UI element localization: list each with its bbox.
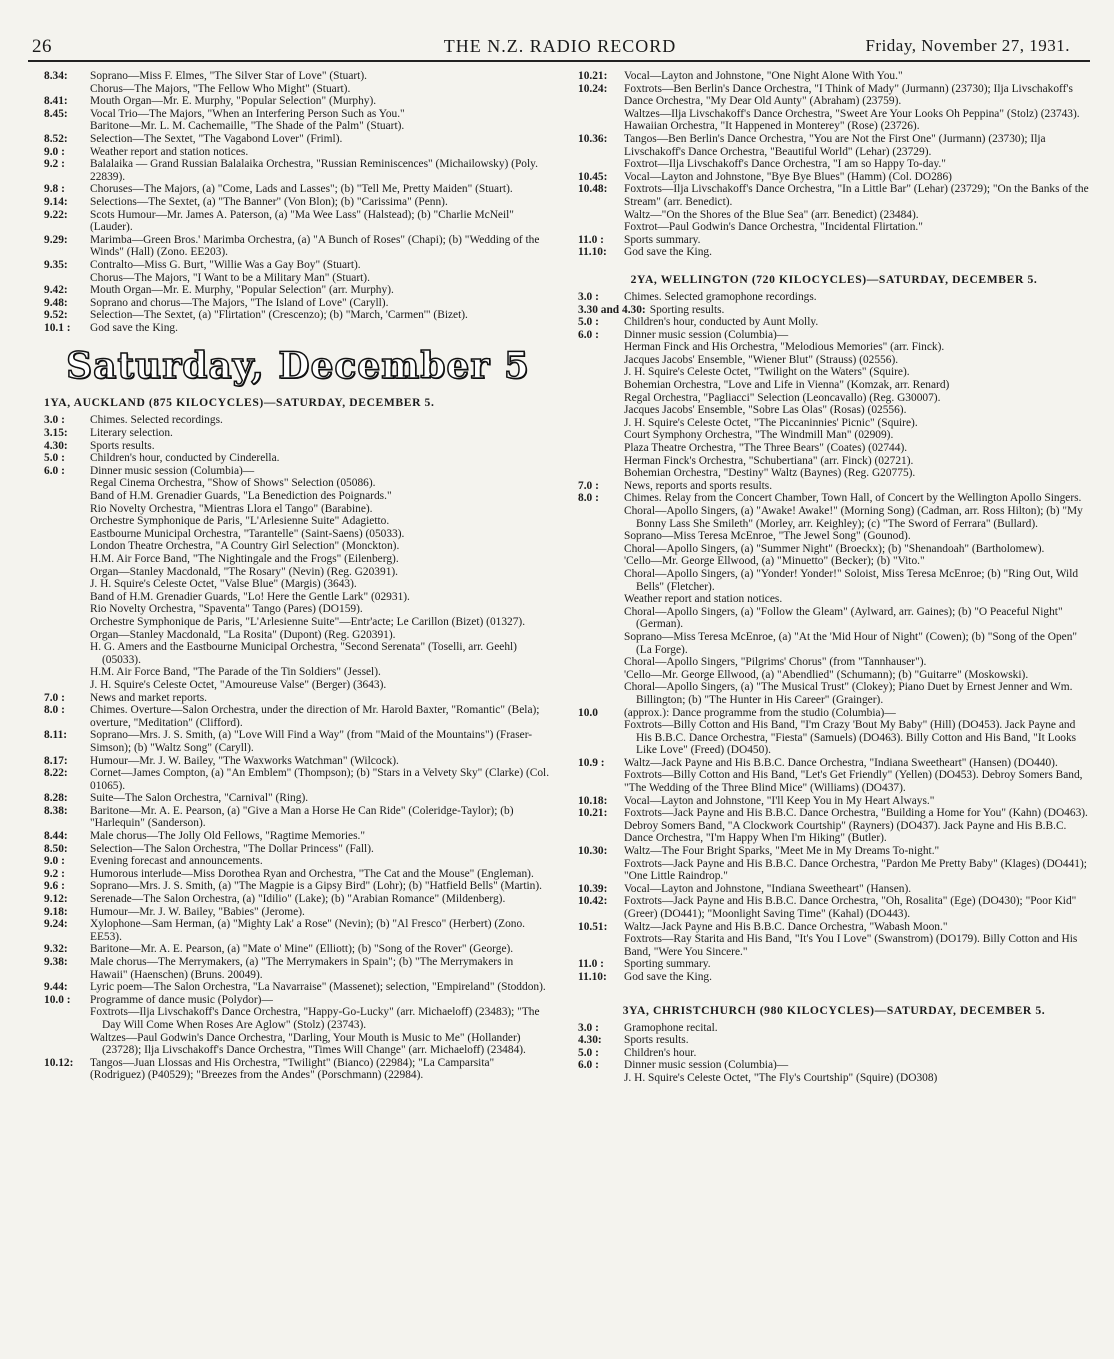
entry-text: Chimes. Relay from the Concert Chamber, Town Hall, of Concert by the Wellington Apollo Singers.: [624, 492, 1082, 505]
header-rule: [28, 60, 1090, 62]
programme-entry: [578, 304, 1090, 317]
entry-text: Foxtrot—Paul Godwin's Dance Orchestra, "Incidental Flirtation.": [624, 221, 923, 234]
programme-entry: [44, 792, 552, 805]
entry-time: 9.29:: [44, 233, 68, 246]
entry-time: 3.0 :: [44, 414, 65, 427]
entry-time: 6.0 :: [578, 328, 599, 341]
programme-entry: [44, 440, 552, 453]
programme-entry: [44, 297, 552, 310]
entry-text: Sporting summary.: [624, 958, 711, 971]
entry-sub-item: Waltzes—Paul Godwin's Dance Orchestra, "Darling, Your Mouth is Music to Me" (Hollander) (23728); Ilja Livschakoff's Dance Orchestra, "Times Will Change" (arr. Michaeloff) (23484).: [90, 1031, 526, 1057]
entry-sub-item: Weather report and station notices.: [624, 593, 783, 606]
entry-sub-item: Choral—Apollo Singers, (a) "Awake! Awake!" (Morning Song) (Cadman, arr. Ross Hilton); (b) "My Bonny Lass She Smileth" (Morley, arr. Keighley); (c) "The Sword of Ferrara" (Bullard).: [624, 505, 1083, 530]
programme-entry: [44, 704, 552, 729]
entry-text: Chimes. Overture—Salon Orchestra, under the direction of Mr. Harold Baxter, "Romantic" (Bela); overture, "Meditation" (Clifford).: [90, 704, 540, 729]
programme-entry: [44, 943, 552, 956]
entry-sub-item: Choral—Apollo Singers, (a) "Follow the Gleam" (Aylward, arr. Gaines); (b) "O Peaceful Night" (German).: [624, 605, 1063, 631]
entry-sub-item: Choral—Apollo Singers, "Pilgrims' Chorus" (from "Tannhauser").: [624, 656, 927, 669]
entry-text: Suite—The Salon Orchestra, "Carnival" (Ring).: [90, 792, 309, 805]
programme-entry: [44, 692, 552, 705]
programme-entry: [578, 133, 1090, 171]
entry-time: 10.39:: [578, 882, 608, 895]
entry-time: 10.48:: [578, 183, 608, 196]
entry-time: 10.1 :: [44, 321, 71, 334]
entry-text: Foxtrots—Ben Berlin's Dance Orchestra, "I Think of Mady" (Jurmann) (23730); Ilja Livschakoff's Dance Orchestra, "My Dear Old Aunty" (Abraham) (23759).: [624, 82, 1073, 108]
entry-text: Vocal—Layton and Johnstone, "Bye Bye Blues" (Hamm) (Col. DO286): [624, 170, 952, 183]
entry-time: 9.32:: [44, 943, 68, 956]
entry-time: 7.0 :: [44, 691, 65, 704]
entry-time: 10.36:: [578, 132, 608, 145]
entry-text: Mouth Organ—Mr. E. Murphy, "Popular Selection" (arr. Murphy).: [90, 284, 394, 297]
entry-time: 9.38:: [44, 956, 68, 968]
entry-text: Cornet—James Compton, (a) "An Emblem" (Thompson); (b) "Stars in a Velvety Sky" (Clarke) (Col. 01065).: [90, 767, 550, 792]
entry-text: Vocal—Layton and Johnstone, "Indiana Sweetheart" (Hansen).: [624, 882, 912, 895]
entry-text: Humorous interlude—Miss Dorothea Ryan and Orchestra, "The Cat and the Mouse" (Engleman).: [90, 867, 534, 880]
entry-sub-item: Bohemian Orchestra, "Love and Life in Vienna" (Komzak, arr. Renard): [624, 379, 950, 392]
day-heading: Saturday, December 5: [66, 345, 530, 388]
programme-entry: [44, 767, 552, 792]
entry-time: 9.2 :: [44, 158, 65, 171]
entry-sub-item: Band of H.M. Grenadier Guards, "La Benediction des Poignards.": [90, 490, 392, 503]
entry-sub-item: H.M. Air Force Band, "The Nightingale and the Frogs" (Eilenberg).: [90, 553, 399, 565]
programme-entry: [578, 183, 1090, 233]
entry-text: Waltz—"On the Shores of the Blue Sea" (arr. Benedict) (23484).: [624, 208, 919, 221]
right-pre-listings: [578, 70, 1090, 259]
programme-entry: [44, 880, 552, 893]
entry-time: 9.0 :: [44, 145, 65, 158]
programme-entry: [44, 893, 552, 906]
entry-sub-item: Herman Finck and His Orchestra, "Melodious Memories" (arr. Finck).: [624, 341, 945, 354]
entry-time: 9.52:: [44, 309, 68, 322]
programme-entry: [44, 108, 552, 133]
entry-text: Dinner music session (Columbia)—: [624, 1059, 789, 1072]
entry-sub-item: J. H. Squire's Celeste Octet, "Amoureuse Valse" (Berger) (3643).: [90, 678, 387, 691]
programme-entry: [578, 807, 1090, 845]
entry-time: 10.9 :: [578, 756, 605, 769]
entry-sub-item: Regal Cinema Orchestra, "Show of Shows" Selection (05086).: [90, 477, 376, 490]
entry-text: Foxtrots—Billy Cotton and His Band, "Let's Get Friendly" (Yellen) (DO453). Debroy Somers Band, "The Wedding of the Three Blind Mice" (Williams) (DO437).: [624, 769, 1083, 795]
entry-text: Foxtrots—Jack Payne and His B.B.C. Dance Orchestra, "Building a Home for You" (Kahn) (DO463). Debroy Somers Band, "A Clockwork Courtship" (Rayners) (DO437). Jack Payne and His B.B.C. Dance Orchestra, "I'm Happy When I'm Hiking" (Butler).: [624, 807, 1088, 845]
entry-text: Sports results.: [90, 439, 155, 452]
entry-sub-item: 'Cello—Mr. George Ellwood, (a) "Minuetto" (Becker); (b) "Vito.": [624, 555, 925, 568]
entry-text: Male chorus—The Jolly Old Fellows, "Ragtime Memories.": [90, 830, 366, 843]
entry-sub-item: Soprano—Miss Teresa McEnroe, (a) "At the 'Mid Hour of Night" (Cowen); (b) "Song of the Open" (La Forge).: [624, 630, 1078, 656]
entry-time: 9.42:: [44, 284, 68, 297]
entry-text: Sporting results.: [649, 303, 725, 316]
programme-entry: [44, 981, 552, 994]
entry-text: Gramophone recital.: [624, 1021, 718, 1034]
entry-time: 8.0 :: [44, 704, 65, 717]
listings-1ya: [44, 414, 552, 1081]
entry-time: 5.0 :: [44, 452, 65, 465]
entry-time: 8.0 :: [578, 492, 599, 505]
entry-sub-item: H. G. Amers and the Eastbourne Municipal Orchestra, "Second Serenata" (Toselli, arr. Geehl) (05033).: [90, 641, 517, 666]
programme-entry: [44, 994, 552, 1007]
entry-sub-item: Rio Novelty Orchestra, "Spaventa" Tango (Pares) (DO159).: [90, 603, 363, 616]
entry-time: 9.14:: [44, 195, 68, 208]
page-header: [30, 30, 1090, 58]
entry-time: 10.30:: [578, 845, 608, 858]
programme-entry: [44, 755, 552, 768]
entry-time: 4.30:: [44, 439, 68, 452]
entry-text: God save the King.: [90, 321, 178, 334]
entry-time: 9.8 :: [44, 183, 65, 196]
programme-entry: [44, 183, 552, 196]
entry-sub-item: Organ—Stanley Macdonald, "La Rosita" (Dupont) (Reg. G20391).: [90, 628, 396, 641]
entry-text: Foxtrot—Ilja Livschakoff's Dance Orchestra, "I am so Happy To-day.": [624, 158, 946, 171]
entry-sub-item: Bohemian Orchestra, "Destiny" Waltz (Baynes) (Reg. G20775).: [624, 467, 916, 480]
entry-time: 10.45:: [578, 170, 608, 183]
entry-text: Waltz—Jack Payne and His B.B.C. Dance Orchestra, "Indiana Sweetheart" (Hansen) (DO440).: [624, 756, 1058, 769]
entry-text: Selection—The Sextet, "The Vagabond Lover" (Friml).: [90, 132, 343, 145]
entry-time: 10.24:: [578, 82, 608, 95]
programme-entry: [44, 918, 552, 943]
entry-text: Foxtrots—Jack Payne and His B.B.C. Dance Orchestra, "Oh, Rosalita" (Ege) (DO430); "Poor Kid" (Greer) (DO441); "Moonlight Saving Time" (Kahal) (DO443).: [624, 895, 1077, 920]
programme-entry: [44, 95, 552, 108]
entry-text: Foxtrots—Ilja Livschakoff's Dance Orchestra, "In a Little Bar" (Lehar) (23729); "On the Banks of the Stream" (arr. Benedict).: [624, 183, 1089, 208]
programme-entry: [44, 309, 552, 322]
entry-text: Selections—The Sextet, (a) "The Banner" (Von Blon); (b) "Carissima" (Penn).: [90, 195, 448, 208]
entry-text: Serenade—The Salon Orchestra, (a) "Idilio" (Lake); (b) "Arabian Romance" (Mildenberg).: [90, 893, 506, 906]
entry-text: Marimba—Green Bros.' Marimba Orchestra, (a) "A Bunch of Roses" (Chapi); (b) "Wedding of the Winds" (Hall) (Zono. EE203).: [90, 233, 540, 259]
entry-text: Dinner music session (Columbia)—: [90, 464, 255, 477]
entry-text: Soprano—Mrs. J. S. Smith, (a) "The Magpie is a Gipsy Bird" (Lohr); (b) "Hatfield Bells" (Martin).: [90, 880, 543, 893]
station-heading-3ya: 3YA, CHRISTCHURCH (980 KILOCYCLES)—SATURDAY, DECEMBER 5.: [622, 1003, 1046, 1017]
entry-text: Mouth Organ—Mr. E. Murphy, "Popular Selection" (Murphy).: [90, 95, 377, 108]
entry-time: 3.15:: [44, 427, 68, 440]
entry-text: Baritone—Mr. A. E. Pearson, (a) "Mate o' Mine" (Elliott); (b) "Song of the Rover" (George).: [90, 943, 514, 956]
entry-time: 11.10:: [578, 246, 607, 259]
entry-sub-item: Orchestre Symphonique de Paris, "L'Arlesienne Suite" Adagietto.: [90, 515, 390, 528]
programme-entry: [578, 1059, 1090, 1072]
entry-time: 9.12:: [44, 893, 68, 906]
entry-text: Soprano and chorus—The Majors, "The Island of Love" (Caryll).: [90, 296, 389, 309]
entry-text: Selection—The Salon Orchestra, "The Dollar Princess" (Fall).: [90, 842, 374, 855]
entry-time: 10.51:: [578, 920, 608, 933]
programme-entry: [44, 830, 552, 843]
entry-text: God save the King.: [624, 970, 712, 983]
entry-sub-item: Foxtrots—Billy Cotton and His Band, "I'm Crazy 'Bout My Baby" (Hill) (DO453). Jack Payne and His B.B.C. Dance Orchestra, "Fiesta" (Samuels) (DO463). Billy Cotton and His Band, "It Looks Like Love" (Freed) (DO450).: [624, 719, 1077, 757]
entry-text: God save the King.: [624, 246, 712, 259]
entry-sub-item: London Theatre Orchestra, "A Country Girl Selection" (Monckton).: [90, 540, 400, 553]
entry-time: 9.2 :: [44, 867, 65, 880]
entry-text: Children's hour, conducted by Aunt Molly.: [624, 316, 819, 329]
issue-date: Friday, November 27, 1931.: [865, 36, 1070, 55]
programme-entry: [44, 209, 552, 234]
entry-text: Selection—The Sextet, (a) "Flirtation" (Crescenzo); (b) "March, 'Carmen'" (Bizet).: [90, 309, 468, 322]
entry-time: 7.0 :: [578, 479, 599, 492]
entry-time: 8.34:: [44, 70, 68, 82]
entry-text: Foxtrots—Ray Starita and His Band, "It's You I Love" (Swanstrom) (DO179). Billy Cotton and His Band, "Were You Sincere.": [624, 933, 1078, 958]
entry-time: 6.0 :: [44, 464, 65, 477]
entry-time: 10.21:: [578, 70, 608, 82]
entry-time: 8.22:: [44, 767, 68, 780]
entry-sub-item: Orchestre Symphonique de Paris, "L'Arlesienne Suite"—Entr'acte; Le Carillon (Bizet) (01327).: [90, 615, 526, 628]
programme-entry: [578, 883, 1090, 896]
programme-entry: [44, 452, 552, 465]
entry-text: Soprano—Mrs. J. S. Smith, (a) "Love Will Find a Way" (from "Maid of the Mountains") (Fraser-Simson); (b) "Waltz Song" (Caryll).: [90, 729, 533, 754]
programme-entry: [44, 259, 552, 284]
programme-entry: [44, 284, 552, 297]
entry-time: 8.38:: [44, 804, 68, 817]
entry-text: Vocal—Layton and Johnstone, "I'll Keep You in My Heart Always.": [624, 794, 935, 807]
listings-3ya: [578, 1022, 1090, 1085]
publication-title: THE N.Z. RADIO RECORD: [443, 36, 677, 56]
entry-time: 8.52:: [44, 132, 68, 145]
entry-text: Tangos—Ben Berlin's Dance Orchestra, "You are Not the First One" (Jurmann) (23730); Ilja Livschakoff's Dance Orchestra, "Beautiful World" (Lehar) (23729).: [624, 132, 1046, 158]
entry-time: 8.11:: [44, 729, 68, 742]
entry-time: 3.30 and 4.30:: [578, 303, 646, 316]
entry-text: Dinner music session (Columbia)—: [624, 328, 789, 341]
entry-text: Waltz—The Four Bright Sparks, "Meet Me in My Dreams To-night.": [624, 845, 940, 858]
entry-sub-item: Choral—Apollo Singers, (a) "Summer Night" (Broeckx); (b) "Shenandoah" (Bartholomew).: [624, 542, 1045, 555]
entry-text: Baritone—Mr. L. M. Cachemaille, "The Shade of the Palm" (Stuart).: [90, 120, 405, 133]
programme-entry: [578, 971, 1090, 984]
entry-text: Chorus—The Majors, "The Fellow Who Might" (Stuart).: [90, 82, 351, 95]
entry-text: Choruses—The Majors, (a) "Come, Lads and Lasses"; (b) "Tell Me, Pretty Maiden" (Stuart).: [90, 183, 513, 196]
entry-sub-item: Regal Orchestra, "Pagliacci" Selection (Leoncavallo) (Reg. G30007).: [624, 391, 941, 404]
entry-sub-item: Choral—Apollo Singers, (a) "Yonder! Yonder!" Soloist, Miss Teresa McEnroe; (b) "Ring Out, Wild Bells" (Fletcher).: [624, 567, 1079, 593]
programme-entry: [578, 316, 1090, 329]
programme-entry: [578, 70, 1090, 83]
programme-entry: [578, 246, 1090, 259]
entry-time: 9.0 :: [44, 855, 65, 868]
programme-entry: [578, 795, 1090, 808]
programme-entry: [578, 921, 1090, 959]
entry-text: Balalaika — Grand Russian Balalaika Orchestra, "Russian Reminiscences" (Michailowsky) (Poly. 22839).: [90, 158, 538, 183]
entry-time: 10.0 :: [44, 993, 71, 1006]
left-pre-listings: [44, 70, 552, 334]
entry-text: Xylophone—Sam Herman, (a) "Mighty Lak' a Rose" (Nevin); (b) "Al Fresco" (Herbert) (Zono. EE53).: [90, 918, 526, 943]
page-number: 26: [32, 36, 52, 57]
entry-time: 9.35:: [44, 258, 68, 271]
programme-entry: [578, 83, 1090, 133]
entry-text: Tangos—Juan Llossas and His Orchestra, "Twilight" (Bianco) (22984); "La Camparsita" (Rodriguez) (P40529); "Breezes from the Andes" (Porschmann) (22984).: [90, 1056, 495, 1082]
programme-entry: [44, 729, 552, 754]
entry-text: Chimes. Selected gramophone recordings.: [624, 290, 817, 303]
programme-entry: [44, 234, 552, 259]
programme-entry: [578, 1034, 1090, 1047]
left-column: [44, 70, 552, 1082]
entry-time: 8.44:: [44, 830, 68, 843]
entry-sub-item: Eastbourne Municipal Orchestra, "Tarantelle" (Saint-Saens) (05033).: [90, 527, 405, 540]
programme-entry: [578, 757, 1090, 795]
programme-entry: [578, 895, 1090, 920]
programme-entry: [44, 843, 552, 856]
programme-entry: [44, 805, 552, 830]
entry-text: Children's hour, conducted by Cinderella.: [90, 452, 280, 465]
entry-sub-item: Rio Novelty Orchestra, "Mientras Llora el Tango" (Barabine).: [90, 502, 373, 515]
entry-time: 6.0 :: [578, 1059, 599, 1072]
entry-text: Vocal Trio—The Majors, "When an Interfering Person Such as You.": [90, 107, 405, 120]
entry-text: Vocal—Layton and Johnstone, "One Night Alone With You.": [624, 70, 903, 82]
programme-entry: [578, 171, 1090, 184]
programme-entry: [44, 427, 552, 440]
entry-text: Scots Humour—Mr. James A. Paterson, (a) "Ma Wee Lass" (Halstead); (b) "Charlie McNeil" (Lauder).: [90, 208, 514, 234]
programme-entry: [44, 956, 552, 981]
entry-sub-item: Plaza Theatre Orchestra, "The Three Bears" (Coates) (02744).: [624, 442, 908, 455]
entry-sub-item: Soprano—Miss Teresa McEnroe, "The Jewel Song" (Gounod).: [624, 530, 911, 543]
entry-text: Soprano—Miss F. Elmes, "The Silver Star of Love" (Stuart).: [90, 70, 367, 82]
entry-text: Weather report and station notices.: [90, 145, 249, 158]
programme-entry: [578, 958, 1090, 971]
entry-sub-item: Choral—Apollo Singers, (a) "The Musical Trust" (Clokey); Piano Duet by Ernest Jenner and Wm. Billington; (b) "The Hunter in His Career" (Grainger).: [624, 681, 1073, 706]
programme-entry: [44, 196, 552, 209]
entry-text: Waltz—Jack Payne and His B.B.C. Dance Orchestra, "Wabash Moon.": [624, 920, 948, 933]
programme-entry: [578, 492, 1090, 505]
programme-entry: [578, 1047, 1090, 1060]
programme-entry: [578, 1022, 1090, 1035]
entry-time: 3.0 :: [578, 290, 599, 303]
entry-sub-item: Organ—Stanley Macdonald, "The Rosary" (Nevin) (Reg. G20391).: [90, 565, 399, 578]
right-column: [578, 70, 1090, 1085]
entry-time: 10.42:: [578, 895, 608, 908]
entry-text: Sports results.: [624, 1034, 689, 1047]
entry-time: 9.44:: [44, 981, 68, 994]
entry-text: Foxtrots—Jack Payne and His B.B.C. Dance Orchestra, "Pardon Me Pretty Baby" (Klages) (DO441); "One Little Raindrop.": [624, 857, 1087, 883]
entry-time: 11.10:: [578, 970, 607, 983]
entry-sub-item: Herman Finck's Orchestra, "Schubertiana" (arr. Finck) (02721).: [624, 454, 914, 467]
entry-time: 9.48:: [44, 296, 68, 309]
entry-text: News, reports and sports results.: [624, 479, 773, 492]
entry-time: 10.18:: [578, 794, 608, 807]
entry-text: Humour—Mr. J. W. Bailey, "The Waxworks Watchman" (Wilcock).: [90, 754, 399, 767]
entry-time: 8.45:: [44, 107, 68, 120]
entry-text: Chorus—The Majors, "I Want to be a Military Man" (Stuart).: [90, 271, 370, 284]
programme-entry: [44, 133, 552, 146]
programme-entry: [44, 906, 552, 919]
entry-sub-item: 'Cello—Mr. George Ellwood, (a) "Abendlied" (Schumann); (b) "Guitarre" (Moskowski).: [624, 668, 1029, 681]
entry-time: 5.0 :: [578, 316, 599, 329]
entry-time: 10.12:: [44, 1056, 74, 1069]
programme-entry: [578, 329, 1090, 342]
entry-sub-item: J. H. Squire's Celeste Octet, "The Piccaninnies' Picnic" (Squire).: [624, 416, 918, 429]
programme-entry: [44, 414, 552, 427]
programme-entry: [44, 146, 552, 159]
entry-sub-item: H.M. Air Force Band, "The Parade of the Tin Soldiers" (Jessel).: [90, 666, 381, 679]
entry-sub-item: Court Symphony Orchestra, "The Windmill Man" (02909).: [624, 429, 894, 442]
programme-entry: [578, 707, 1090, 720]
entry-text: Humour—Mr. J. W. Bailey, "Babies" (Jerome).: [90, 905, 305, 918]
programme-entry: [44, 868, 552, 881]
programme-entry: [44, 465, 552, 478]
entry-text: Evening forecast and announcements.: [90, 855, 263, 868]
entry-text: Programme of dance music (Polydor)—: [90, 993, 273, 1006]
entry-text: Waltzes—Ilja Livschakoff's Dance Orchestra, "Sweet Are Your Looks Oh Peppina" (Stolz) (23743). Hawaiian Orchestra, "It Happened in Monterey" (Rose) (23726).: [624, 107, 1080, 133]
entry-time: 8.50:: [44, 842, 68, 855]
station-heading-1ya: 1YA, AUCKLAND (875 KILOCYCLES)—SATURDAY, DECEMBER 5.: [44, 396, 435, 410]
entry-text: Contralto—Miss G. Burt, "Willie Was a Gay Boy" (Stuart).: [90, 258, 361, 271]
entry-time: 5.0 :: [578, 1046, 599, 1059]
entry-text: Baritone—Mr. A. E. Pearson, (a) "Give a Man a Horse He Can Ride" (Coleridge-Taylor); (b) "Harlequin" (Sanderson).: [90, 804, 514, 830]
programme-entry: [44, 158, 552, 183]
entry-time: 10.21:: [578, 807, 608, 820]
entry-sub-item: Band of H.M. Grenadier Guards, "Lo! Here the Gentle Lark" (02931).: [90, 590, 410, 603]
entry-time: 8.28:: [44, 792, 68, 805]
entry-time: 8.41:: [44, 95, 68, 108]
entry-text: Sports summary.: [624, 233, 701, 246]
entry-sub-item: Foxtrots—Ilja Livschakoff's Dance Orchestra, "Happy-Go-Lucky" (arr. Michaeloff) (23483); "The Day Will Come When Roses Are Aglow" (Stolz) (23743).: [90, 1006, 540, 1031]
entry-time: 3.0 :: [578, 1021, 599, 1034]
entry-text: (approx.): Dance programme from the studio (Columbia)—: [624, 706, 896, 719]
station-heading-2ya: 2YA, WELLINGTON (720 KILOCYCLES)—SATURDAY, DECEMBER 5.: [630, 272, 1038, 286]
entry-sub-item: J. H. Squire's Celeste Octet, "The Fly's Courtship" (Squire) (DO308): [624, 1071, 938, 1084]
programme-entry: [44, 1057, 552, 1082]
entry-text: Literary selection.: [90, 427, 173, 440]
entry-time: 9.18:: [44, 905, 68, 918]
entry-time: 9.24:: [44, 918, 68, 931]
entry-time: 11.0 :: [578, 233, 604, 246]
entry-time: 9.6 :: [44, 880, 65, 893]
entry-text: Male chorus—The Merrymakers, (a) "The Merrymakers in Spain"; (b) "The Merrymakers in Hawaii" (Haenschen) (Bruns. 20049).: [90, 956, 514, 981]
entry-time: 9.22:: [44, 208, 68, 221]
programme-entry: [44, 70, 552, 95]
listings-2ya: [578, 291, 1090, 984]
entry-sub-item: Jacques Jacobs' Ensemble, "Sobre Las Olas" (Rosas) (02556).: [624, 404, 907, 417]
entry-text: News and market reports.: [90, 691, 208, 704]
programme-entry: [578, 845, 1090, 883]
programme-entry: [578, 234, 1090, 247]
entry-time: 10.0: [578, 706, 598, 719]
programme-entry: [578, 291, 1090, 304]
programme-entry: [44, 855, 552, 868]
entry-time: 4.30:: [578, 1034, 602, 1047]
entry-sub-item: Jacques Jacobs' Ensemble, "Wiener Blut" (Strauss) (02556).: [624, 353, 899, 366]
entry-time: 11.0 :: [578, 958, 604, 971]
entry-sub-item: J. H. Squire's Celeste Octet, "Valse Blue" (Margis) (3643).: [90, 578, 357, 591]
entry-text: Chimes. Selected recordings.: [90, 414, 223, 427]
entry-sub-item: J. H. Squire's Celeste Octet, "Twilight on the Waters" (Squire).: [624, 366, 910, 379]
entry-text: Children's hour.: [624, 1046, 697, 1059]
programme-entry: [44, 322, 552, 335]
entry-time: 8.17:: [44, 754, 68, 767]
entry-text: Lyric poem—The Salon Orchestra, "La Navarraise" (Massenet); selection, "Empireland" (Stoddon).: [90, 981, 546, 994]
programme-entry: [578, 480, 1090, 493]
